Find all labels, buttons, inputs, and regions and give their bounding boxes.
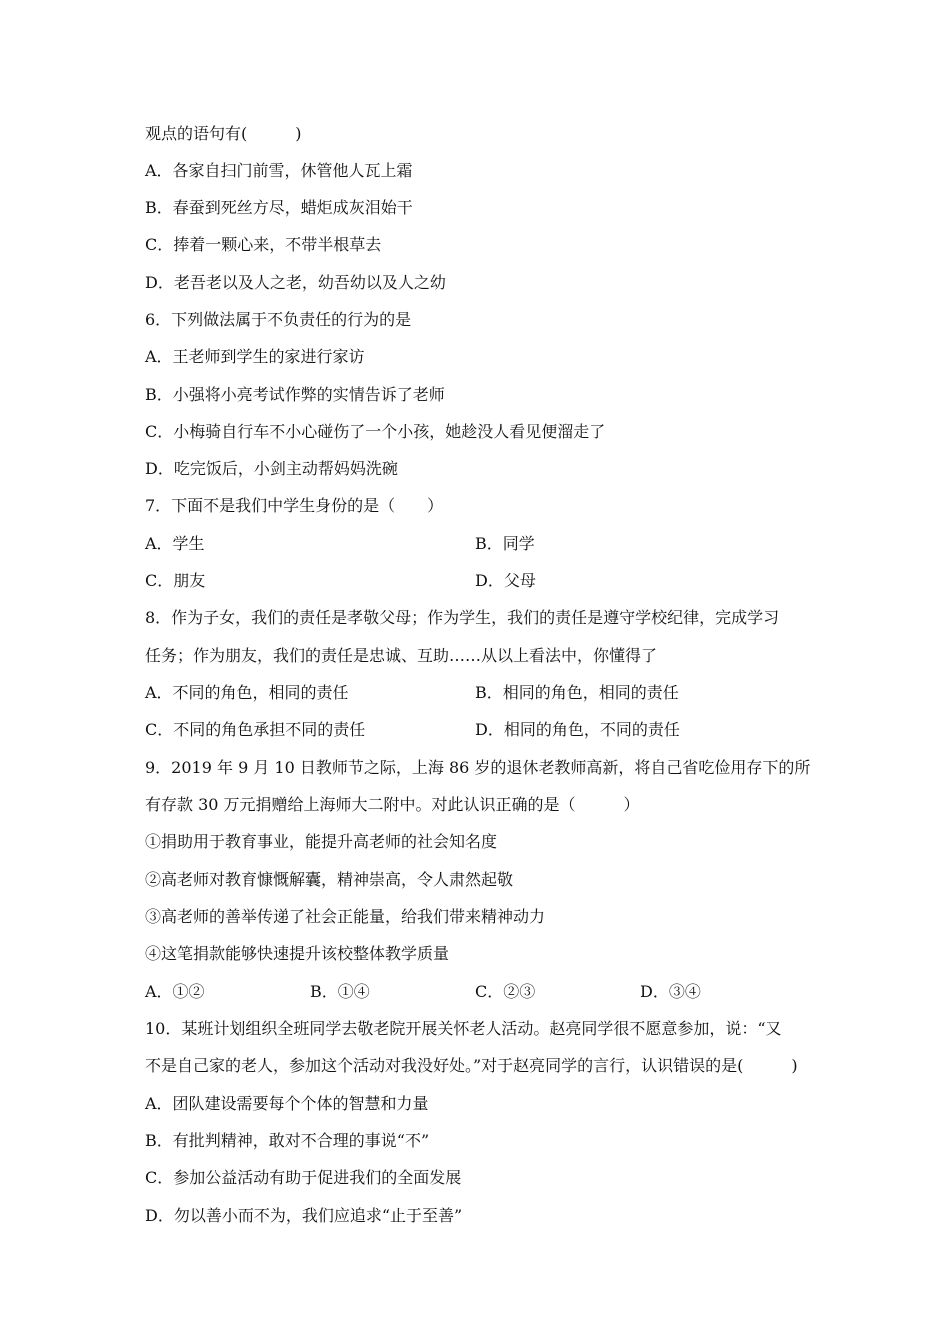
q8-stem-line-1: 8．作为子女，我们的责任是孝敬父母；作为学生，我们的责任是遵守学校纪律，完成学习 xyxy=(145,608,780,627)
q9-statement-3: ③高老师的善举传递了社会正能量，给我们带来精神动力 xyxy=(145,907,546,926)
q6-option-b: B．小强将小亮考试作弊的实情告诉了老师 xyxy=(145,385,445,404)
q8-option-d: D．相同的角色，不同的责任 xyxy=(475,720,680,739)
q8-stem-line-2: 任务；作为朋友，我们的责任是忠诚、互助……从以上看法中，你懂得了 xyxy=(145,646,658,665)
q6-option-a: A．王老师到学生的家进行家访 xyxy=(145,347,365,366)
q6-option-d: D．吃完饭后，小剑主动帮妈妈洗碗 xyxy=(145,459,398,478)
q10-option-a: A．团队建设需要每个个体的智慧和力量 xyxy=(145,1094,429,1113)
q10-stem-line-2: 不是自己家的老人，参加这个活动对我没好处。”对于赵亮同学的言行，认识错误的是( ) xyxy=(145,1056,798,1075)
q9-statement-4: ④这笔捐款能够快速提升该校整体教学质量 xyxy=(145,944,450,963)
q8-option-a: A．不同的角色，相同的责任 xyxy=(145,683,349,702)
q8-option-b: B．相同的角色，相同的责任 xyxy=(475,683,679,702)
q9-option-b: B．①④ xyxy=(310,982,370,1001)
q6-stem: 6．下列做法属于不负责任的行为的是 xyxy=(145,310,412,329)
q5-option-c: C．捧着一颗心来，不带半根草去 xyxy=(145,235,382,254)
q9-option-d: D．③④ xyxy=(640,982,701,1001)
q7-option-c: C．朋友 xyxy=(145,571,206,590)
q9-statement-2: ②高老师对教育慷慨解囊，精神崇高，令人肃然起敬 xyxy=(145,870,514,889)
q7-option-b: B．同学 xyxy=(475,534,535,553)
q6-option-c: C．小梅骑自行车不小心碰伤了一个小孩，她趁没人看见便溜走了 xyxy=(145,422,606,441)
q5-option-d: D．老吾老以及人之老，幼吾幼以及人之幼 xyxy=(145,273,446,292)
q5-option-b: B．春蚕到死丝方尽，蜡炬成灰泪始干 xyxy=(145,198,413,217)
q9-stem-line-2: 有存款 30 万元捐赠给上海师大二附中。对此认识正确的是（ ） xyxy=(145,795,640,814)
q10-option-c: C．参加公益活动有助于促进我们的全面发展 xyxy=(145,1168,462,1187)
q5-stem-continuation: 观点的语句有( ) xyxy=(145,124,302,143)
q9-stem-line-1: 9．2019 年 9 月 10 日教师节之际，上海 86 岁的退休老教师高新，将自己省吃俭用存下的所 xyxy=(145,758,811,777)
q7-stem: 7．下面不是我们中学生身份的是（ ） xyxy=(145,496,444,515)
q9-option-a: A．①② xyxy=(145,982,205,1001)
q9-statement-1: ①捐助用于教育事业，能提升高老师的社会知名度 xyxy=(145,832,498,851)
q7-option-d: D．父母 xyxy=(475,571,536,590)
q9-option-c: C．②③ xyxy=(475,982,536,1001)
q8-option-c: C．不同的角色承担不同的责任 xyxy=(145,720,366,739)
q7-option-a: A．学生 xyxy=(145,534,205,553)
q10-option-d: D．勿以善小而不为，我们应追求“止于至善” xyxy=(145,1206,463,1225)
q5-option-a: A．各家自扫门前雪，休管他人瓦上霜 xyxy=(145,161,413,180)
q10-option-b: B．有批判精神，敢对不合理的事说“不” xyxy=(145,1131,430,1150)
q10-stem-line-1: 10．某班计划组织全班同学去敬老院开展关怀老人活动。赵亮同学很不愿意参加，说：“又 xyxy=(145,1019,782,1038)
